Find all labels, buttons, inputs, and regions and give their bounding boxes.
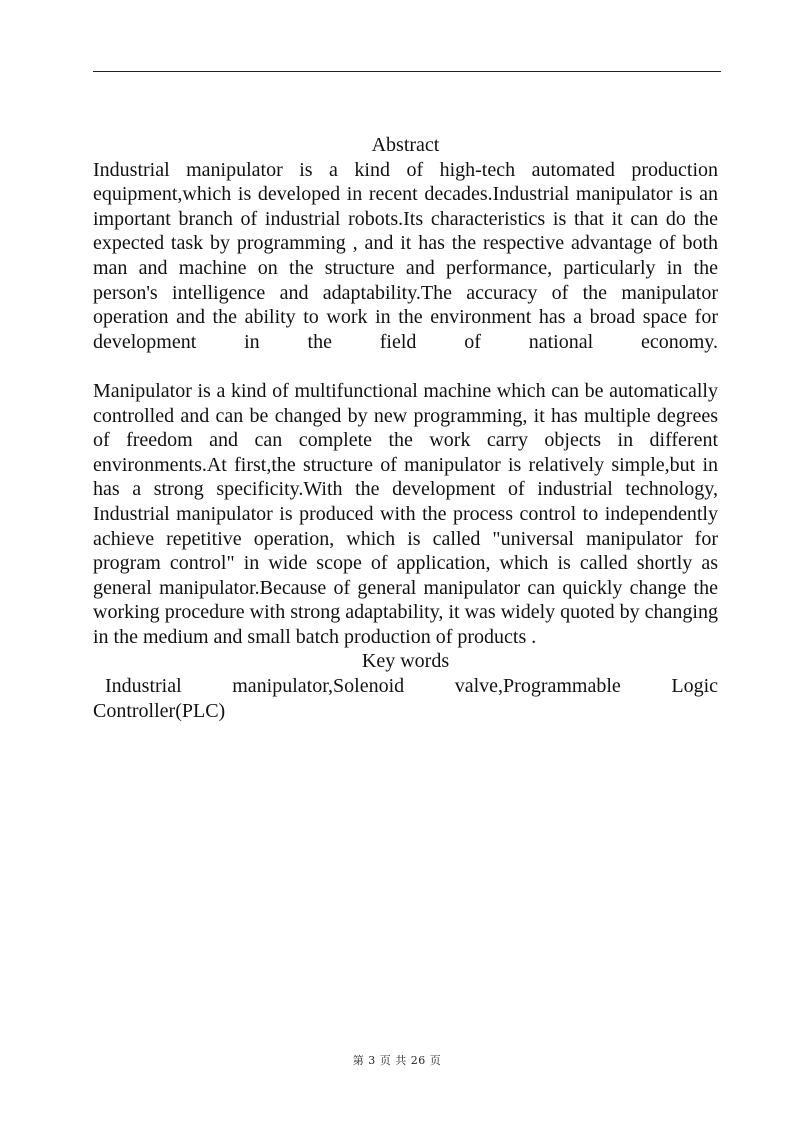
header-rule — [93, 71, 721, 72]
abstract-paragraph-1: Industrial manipulator is a kind of high-tech automated production equipment,which is developed in recent decades.Industrial manipulator is an important branch of industrial robots.Its characteristics is that it can do the expected task by programming , and it has the respective advantage of both man and machine on the structure and performance, particularly in the person's intelligence and adaptability.The accuracy of the manipulator operation and the ability to work in the environment has a broad space for development in the field of national economy. — [93, 158, 718, 353]
keywords-text: Industrial manipulator,Solenoid valve,Programmable Logic Controller(PLC) — [93, 675, 718, 722]
abstract-paragraph-2: Manipulator is a kind of multifunctional machine which can be automatically controlled and can be changed by new programming, it has multiple degrees of freedom and can complete the work carry objects in different environments.At first,the structure of manipulator is relatively simple,but in has a strong specificity.With the development of industrial technology, Industrial manipulator is produced with the process control to independently achieve repetitive operation, which is called "universal manipulator for program control" in wide scope of application, which is called shortly as general manipulator.Because of general manipulator can quickly change the working procedure with strong adaptability, it was widely quoted by changing in the medium and small batch production of products . — [93, 379, 718, 648]
document-body — [93, 133, 718, 723]
abstract-heading: Abstract — [371, 134, 440, 156]
paragraph-spacer — [93, 354, 718, 379]
keywords-heading: Key words — [361, 650, 450, 673]
page-number-footer: 第 3 页 共 26 页 — [352, 1054, 442, 1067]
